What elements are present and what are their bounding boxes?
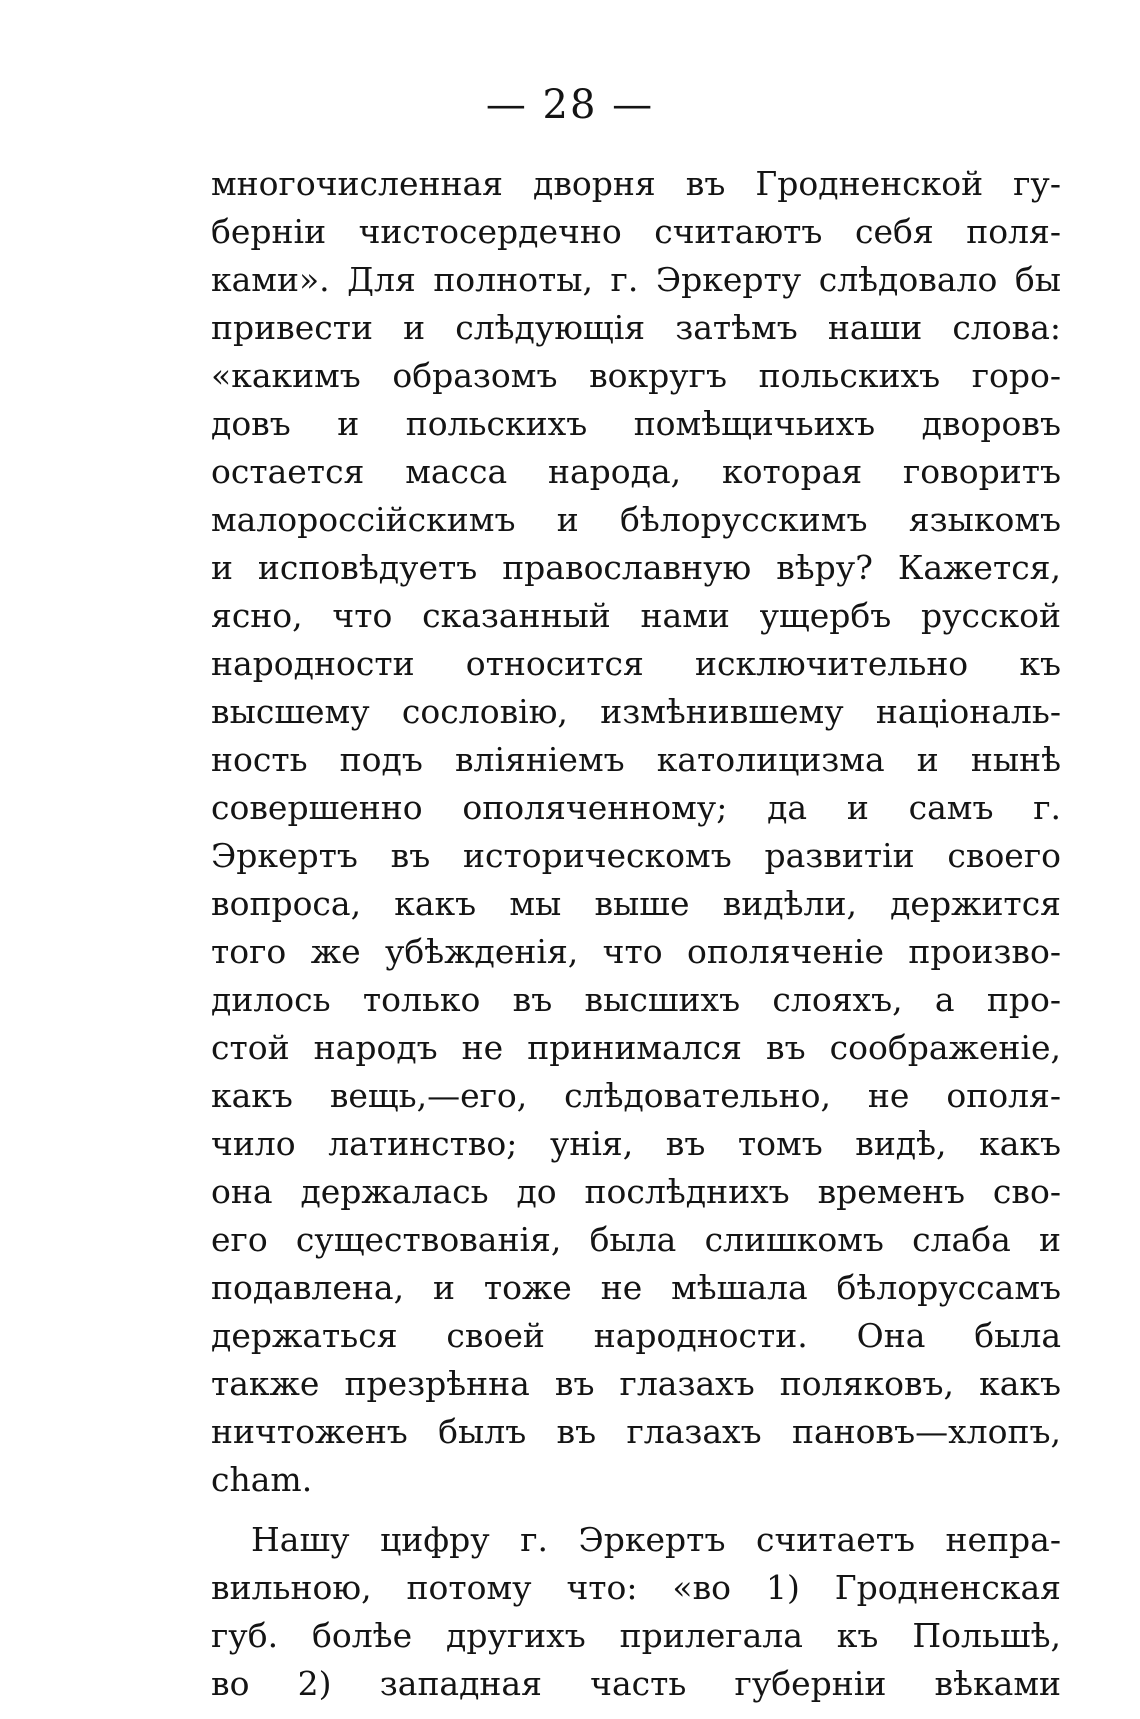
text-line: стой народъ не принимался въ соображеніе, (211, 1028, 1061, 1067)
text-line: малороссійскимъ и бѣлорусскимъ языкомъ (211, 500, 1061, 539)
text-line: Эркертъ въ историческомъ развитіи своего (211, 836, 1061, 875)
text-line: также презрѣнна въ глазахъ поляковъ, какъ (211, 1364, 1061, 1403)
text-line: и исповѣдуетъ православную вѣру? Кажется, (211, 548, 1061, 587)
text-line: губ. болѣе другихъ прилегала къ Польшѣ, (211, 1616, 1061, 1655)
text-line: Нашу цифру г. Эркертъ считаетъ непра- (251, 1520, 1061, 1559)
text-line: берніи чистосердечно считаютъ себя поля- (211, 212, 1061, 251)
text-line: вильною, потому что: «во 1) Гродненская (211, 1568, 1061, 1607)
text-line: его существованія, была слишкомъ слаба и (211, 1220, 1061, 1259)
text-line: довъ и польскихъ помѣщичьихъ дворовъ (211, 404, 1061, 443)
text-line: какъ вещь,—его, слѣдовательно, не ополя- (211, 1076, 1061, 1115)
text-line: ясно, что сказанный нами ущербъ русской (211, 596, 1061, 635)
text-line: привести и слѣдующія затѣмъ наши слова: (211, 308, 1061, 347)
text-line: чило латинство; унія, въ томъ видѣ, какъ (211, 1124, 1061, 1163)
text-line: остается масса народа, которая говоритъ (211, 452, 1061, 491)
text-line: подавлена, и тоже не мѣшала бѣлоруссамъ (211, 1268, 1061, 1307)
text-line: во 2) западная часть губерніи вѣками (211, 1664, 1061, 1703)
page-number: — 28 — (485, 82, 655, 128)
text-line: высшему сословію, измѣнившему національ- (211, 692, 1061, 731)
text-line: дилось только въ высшихъ слояхъ, а про- (211, 980, 1061, 1019)
text-line: совершенно ополяченному; да и самъ г. (211, 788, 1061, 827)
text-line: ность подъ вліяніемъ католицизма и нынѣ (211, 740, 1061, 779)
text-line: вопроса, какъ мы выше видѣли, держится (211, 884, 1061, 923)
text-line: народности относится исключительно къ (211, 644, 1061, 683)
text-line: того же убѣжденія, что ополяченіе произво- (211, 932, 1061, 971)
text-line: ничтоженъ былъ въ глазахъ пановъ—хлопъ, (211, 1412, 1061, 1451)
text-line: «какимъ образомъ вокругъ польскихъ горо- (211, 356, 1061, 395)
text-line: держаться своей народности. Она была (211, 1316, 1061, 1355)
paragraph-gap (211, 1504, 1061, 1516)
text-line: cham. (211, 1460, 313, 1499)
text-line: многочисленная дворня въ Гродненской гу- (211, 164, 1061, 203)
text-line: она держалась до послѣднихъ временъ сво- (211, 1172, 1061, 1211)
body-text (211, 160, 1061, 1708)
text-line: ками». Для полноты, г. Эркерту слѣдовало бы (211, 260, 1061, 299)
